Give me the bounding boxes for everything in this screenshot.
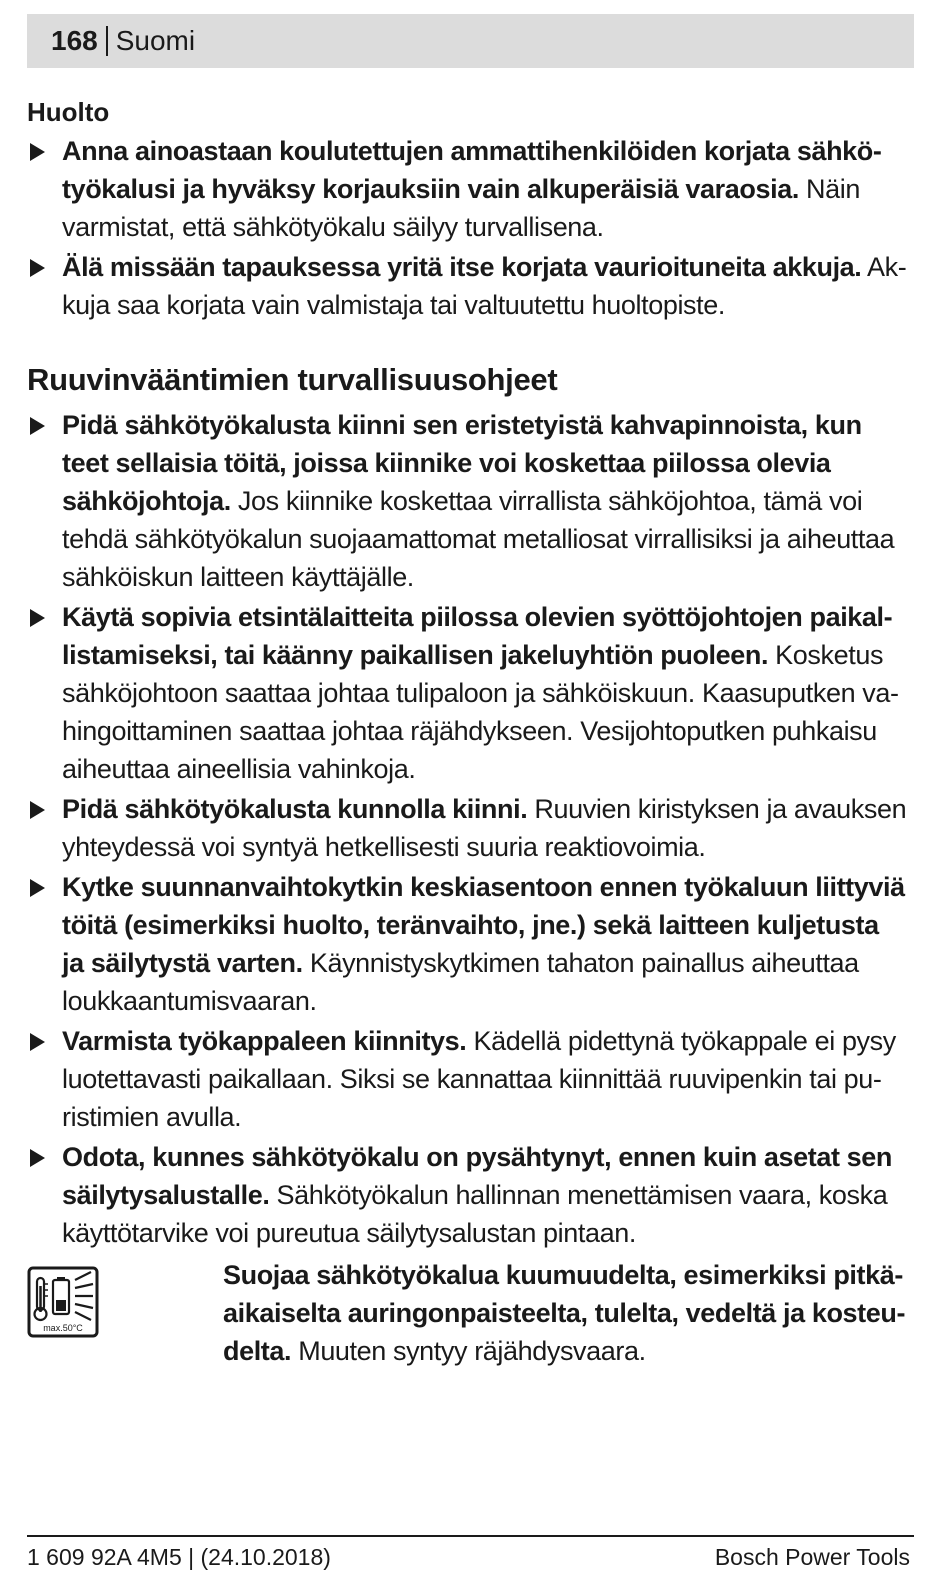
- section-title-service: Huolto: [27, 97, 110, 127]
- bullet-triangle-icon: [30, 259, 45, 277]
- bullet-triangle-icon: [30, 801, 45, 819]
- bullet-text: Näin varmistat, että sähkötyökalu säilyy turvallisena.: [62, 174, 860, 242]
- heat-warning-text: [223, 1256, 913, 1370]
- icon-label: max.50°C: [43, 1323, 83, 1333]
- heat-warning: [27, 1256, 907, 1376]
- bullet-triangle-icon: [30, 1149, 45, 1167]
- bullet-text: Käynnistyskytkimen tahaton painallus aiheuttaa loukkaantumisvaaran.: [62, 948, 859, 1016]
- battery-heat-icon: [27, 1266, 99, 1338]
- header-separator: [106, 26, 108, 56]
- bullet-triangle-icon: [30, 143, 45, 161]
- bullet-bold-text: Pidä sähkötyökalusta kunnolla kiinni.: [62, 794, 528, 824]
- bullet-bold-text: Pidä sähkötyökalusta kiinni sen eristetyistä kahvapinnoista, kun teet sellaisia töitä, joissa kiinnike voi koskettaa piilossa olevia sähköjohtoja.: [62, 410, 862, 516]
- bullet-text: Akkuja saa korjata vain valmistaja tai valtuutettu huoltopiste.: [62, 252, 907, 320]
- page-header: [27, 14, 914, 68]
- warning-bold-text: Suojaa sähkötyökalua kuumuudelta, esimerkiksi pitkäaikaiselta auringonpaisteelta, tulelta, vedeltä ja kosteudelta.: [223, 1260, 906, 1366]
- bullet-text: Jos kiinnike koskettaa virrallista sähköjohtoa, tämä voi tehdä sähkötyökalun suojaamattomat metalliosat virrallisiksi ja aiheuttaa sähköiskun laitteen käyttäjälle.: [62, 486, 895, 592]
- list-item: [27, 790, 907, 866]
- bullet-bold-text: Anna ainoastaan koulutettujen ammattihenkilöiden korjata sähkötyökalusi ja hyväksy korjauksiin vain alkuperäisiä varaosia.: [62, 136, 882, 204]
- list-item: [27, 248, 907, 324]
- bullet-text: Kädellä pidettynä työkappale ei pysy luotettavasti paikallaan. Siksi se kannattaa kiinnittää ruuvipenkin tai puristimien avulla.: [62, 1026, 896, 1132]
- footer-brand: Bosch Power Tools: [714, 1543, 910, 1570]
- footer-divider: [27, 1535, 914, 1537]
- bullet-triangle-icon: [30, 609, 45, 627]
- bullet-bold-text: Älä missään tapauksessa yritä itse korjata vaurioituneita akkuja.: [62, 252, 862, 282]
- list-item: [27, 1138, 907, 1252]
- header-language: Suomi: [115, 25, 196, 56]
- bullet-bold-text: Varmista työkappaleen kiinnitys.: [62, 1026, 467, 1056]
- bullet-text: Kosketus sähköjohtoon saattaa johtaa tulipaloon ja sähköiskuun. Kaasuputken vahingoittaminen saattaa johtaa räjähdykseen. Vesijohtoputken puhkaisu aiheuttaa aineellisia vahinkoja.: [62, 640, 900, 784]
- bullet-triangle-icon: [30, 417, 45, 435]
- list-item: [27, 868, 907, 1020]
- bullet-bold-text: Odota, kunnes sähkötyökalu on pysähtynyt, ennen kuin asetat sen säilytysalustalle.: [62, 1142, 893, 1210]
- page-number: 168: [51, 25, 98, 56]
- page-content: [27, 92, 907, 1376]
- bullet-triangle-icon: [30, 1033, 45, 1051]
- warning-text: Muuten syntyy räjähdysvaara.: [291, 1336, 646, 1366]
- list-item: [27, 132, 907, 246]
- list-item: [27, 1022, 907, 1136]
- bullet-text: Sähkötyökalun hallinnan menettämisen vaara, koska käyttötarvike voi pureutua säilytysalustan pintaan.: [62, 1180, 888, 1248]
- footer-doc-id: 1 609 92A 4M5 | (24.10.2018): [27, 1543, 331, 1570]
- bullet-text: Ruuvien kiristyksen ja avauksen yhteydessä voi syntyä hetkellisesti suuria reaktiovoimia.: [62, 794, 907, 862]
- list-item: [27, 598, 907, 788]
- bullet-bold-text: Käytä sopivia etsintälaitteita piilossa olevien syöttöjohtojen paikallistamiseksi, tai käänny paikallisen jakeluyhtiön puoleen.: [62, 602, 893, 670]
- bullet-triangle-icon: [30, 879, 45, 897]
- section-title-screwdriver: Ruuvinvääntimien turvallisuusohjeet: [27, 362, 558, 397]
- page-footer: [27, 1540, 914, 1574]
- list-item: [27, 406, 907, 596]
- bullet-bold-text: Kytke suunnanvaihtokytkin keskiasentoon ennen työkaluun liittyviä töitä (esimerkiksi huolto, teränvaihto, jne.) sekä laitteen kuljetusta ja säilytystä varten.: [62, 872, 905, 978]
